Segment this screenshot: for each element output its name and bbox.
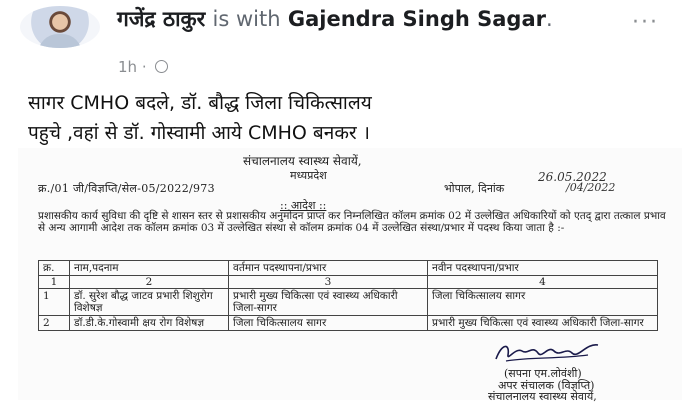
signatory-office: संचालनालय स्वास्थ्य सेवायें, xyxy=(488,390,597,403)
table-col-number: 1 xyxy=(39,276,70,289)
author-avatar[interactable] xyxy=(20,6,100,48)
table-cell: प्रभारी मुख्य चिकित्सा एवं स्वास्थ्य अधिकारी जिला-सागर xyxy=(229,289,428,316)
table-cell: प्रभारी मुख्य चिकित्सा एवं स्वास्थ्य अधिकारी जिला-सागर xyxy=(428,316,658,331)
table-cell: जिला चिकित्सालय सागर xyxy=(428,289,658,316)
table-col-number: 3 xyxy=(229,276,428,289)
more-options-icon[interactable]: ··· xyxy=(632,10,659,35)
doc-printed-date: /04/2022 xyxy=(566,181,616,194)
doc-title: संचालनालय स्वास्थ्य सेवायें, xyxy=(243,154,362,168)
table-header: नवीन पदस्थापना/प्रभार xyxy=(428,261,658,276)
post-time[interactable]: 1h xyxy=(118,58,138,76)
signatory-title: अपर संचालक (विज्ञप्ति) xyxy=(498,379,595,392)
tagged-suffix: . xyxy=(545,7,553,31)
post-author-line xyxy=(117,6,577,33)
table-header-row xyxy=(39,261,658,276)
doc-order-heading: :: आदेश :: xyxy=(280,199,327,212)
doc-handwritten-date: 26.05.2022 xyxy=(538,170,607,184)
post-meta xyxy=(118,58,168,76)
attached-document-image[interactable] xyxy=(18,148,682,403)
table-col-number: 4 xyxy=(428,276,658,289)
table-column-number-row xyxy=(39,276,658,289)
table-header: नाम,पदनाम xyxy=(70,261,229,276)
table-cell: जिला चिकित्सालय सागर xyxy=(229,316,428,331)
signatory-name: (सपना एम.लोवंशी) xyxy=(504,367,582,380)
table-row xyxy=(39,316,658,331)
handwritten-signature xyxy=(488,339,608,365)
avatar-figure xyxy=(38,34,82,48)
doc-state: मध्यप्रदेश xyxy=(290,169,327,182)
table-cell: डॉ.डी.के.गोस्वामी क्षय रोग विशेषज्ञ xyxy=(70,316,229,331)
with-text: is with xyxy=(212,7,281,31)
table-col-number: 2 xyxy=(70,276,229,289)
table-cell: 2 xyxy=(39,316,70,331)
post-text-line-2: पहुचे ,वहां से डॉ. गोस्वामी आये CMHO बनकर । xyxy=(28,122,370,144)
post-text xyxy=(28,88,688,148)
table-header: क्र. xyxy=(39,261,70,276)
table-cell: डॉ. सुरेश बौद्ध जाटव प्रभारी शिशुरोग विशेषज्ञ xyxy=(70,289,229,316)
doc-transfer-table xyxy=(38,260,658,331)
doc-paragraph: प्रशासकीय कार्य सुविधा की दृष्टि से शासन स्तर से प्रशासकीय अनुमोदन प्राप्त कर निम्नलिखित कॉलम क्रमांक 02 में उल्लेखित अधिकारियों को एतद् द्वारा तत्काल प्रभाव से अन्य आगामी आदेश तक कॉलम क्रमांक 03 में उल्लेखित संस्था से कॉलम क्रमांक 04 में उल्लेखित संस्था/प्रभार में पदस्थ किया जाता है :- xyxy=(38,210,666,234)
doc-place: भोपाल, दिनांक xyxy=(444,182,505,195)
table-row xyxy=(39,289,658,316)
author-name[interactable]: गजेंद्र ठाकुर xyxy=(117,7,206,31)
post-header xyxy=(0,0,700,80)
table-header: वर्तमान पदस्थापना/प्रभार xyxy=(229,261,428,276)
post-text-line-1: सागर CMHO बदले, डॉ. बौद्ध जिला चिकित्सालय xyxy=(28,92,372,114)
table-cell: 1 xyxy=(39,289,70,316)
doc-reference-number: क्र./01 जी/विज्ञप्ति/सेल-05/2022/973 xyxy=(38,182,215,195)
globe-icon xyxy=(155,60,168,73)
meta-dot: · xyxy=(141,58,147,76)
tagged-name[interactable]: Gajendra Singh Sagar xyxy=(287,7,546,31)
